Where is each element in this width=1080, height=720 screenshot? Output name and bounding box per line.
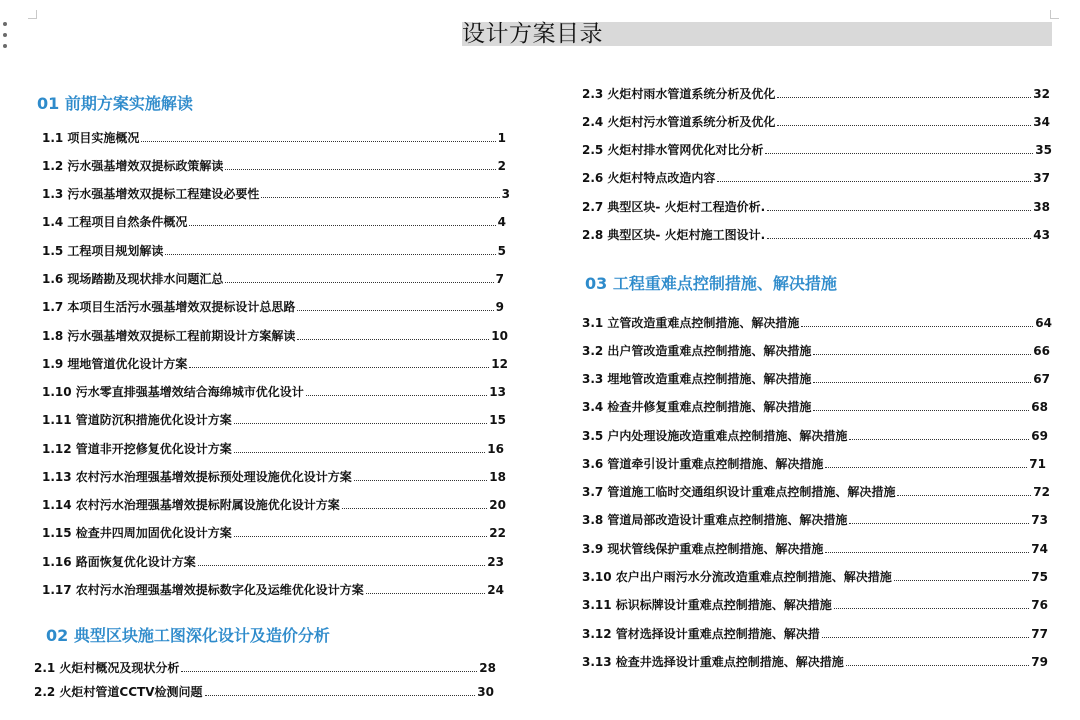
toc-dot-leader [894, 580, 1030, 581]
toc-dot-leader [813, 410, 1029, 411]
toc-entry[interactable] [42, 410, 506, 428]
toc-entry-label: 3.4 检查井修复重难点控制措施、解决措施 [582, 400, 812, 414]
toc-dot-leader [342, 508, 488, 509]
toc-entry-label: 3.13 检查井选择设计重难点控制措施、解决措施 [582, 655, 844, 669]
toc-entry[interactable] [34, 682, 494, 700]
toc-entry[interactable] [582, 539, 1048, 557]
toc-entry[interactable] [582, 397, 1048, 415]
toc-page-number: 16 [487, 442, 504, 456]
toc-entry-label: 1.14 农村污水治理强基增效提标附属设施优化设计方案 [42, 498, 340, 512]
page-corner-mark-left [28, 10, 37, 19]
toc-dot-leader [205, 695, 476, 696]
toc-dot-leader [717, 181, 1031, 182]
toc-entry[interactable] [582, 112, 1050, 130]
toc-dot-leader [767, 238, 1031, 239]
toc-entry[interactable] [42, 439, 504, 457]
toc-page-number: 71 [1029, 457, 1046, 471]
toc-dot-leader [181, 671, 477, 672]
toc-entry-label: 1.9 埋地管道优化设计方案 [42, 357, 188, 371]
toc-dot-leader [813, 354, 1031, 355]
toc-entry-label: 2.5 火炬村排水管网优化对比分析 [582, 143, 764, 157]
toc-entry[interactable] [582, 313, 1052, 331]
toc-dot-leader [234, 452, 486, 453]
toc-entry[interactable] [42, 354, 508, 372]
toc-entry[interactable] [582, 197, 1050, 215]
toc-page-number: 30 [477, 685, 494, 699]
toc-entry-label: 2.7 典型区块- 火炬村工程造价析. [582, 200, 766, 214]
toc-entry[interactable] [42, 156, 506, 174]
toc-page-number: 3 [501, 187, 510, 201]
toc-entry[interactable] [582, 140, 1052, 158]
toc-entry[interactable] [42, 241, 506, 259]
toc-entry-label: 3.9 现状管线保护重难点控制措施、解决措施 [582, 542, 824, 556]
toc-dot-leader [825, 552, 1029, 553]
toc-dot-leader [234, 423, 488, 424]
toc-entry[interactable] [42, 212, 506, 230]
toc-page-number: 34 [1033, 115, 1050, 129]
toc-entry-label: 3.2 出户管改造重难点控制措施、解决措施 [582, 344, 812, 358]
toc-page-number: 77 [1031, 627, 1048, 641]
toc-entry[interactable] [582, 482, 1050, 500]
toc-page-number: 10 [491, 329, 508, 343]
toc-page-number: 2 [497, 159, 506, 173]
toc-entry[interactable] [42, 269, 504, 287]
toc-page-number: 13 [489, 385, 506, 399]
toc-page-number: 22 [489, 526, 506, 540]
toc-entry-label: 3.1 立管改造重难点控制措施、解决措施 [582, 316, 800, 330]
toc-entry-label: 1.10 污水零直排强基增效结合海绵城市优化设计 [42, 385, 304, 399]
toc-entry-label: 1.7 本项目生活污水强基增效双提标设计总思路 [42, 300, 296, 314]
toc-entry[interactable] [582, 595, 1048, 613]
toc-page-number: 68 [1031, 400, 1048, 414]
toc-page-number: 5 [497, 244, 506, 258]
toc-dot-leader [354, 480, 488, 481]
toc-dot-leader [813, 382, 1031, 383]
toc-dot-leader [225, 282, 493, 283]
toc-page-number: 4 [497, 215, 506, 229]
toc-dot-leader [306, 395, 488, 396]
toc-entry-label: 2.4 火炬村污水管道系统分析及优化 [582, 115, 776, 129]
toc-entry-label: 1.4 工程项目自然条件概况 [42, 215, 188, 229]
toc-dot-leader [198, 565, 486, 566]
toc-dot-leader [849, 523, 1029, 524]
toc-entry-label: 1.13 农村污水治理强基增效提标预处理设施优化设计方案 [42, 470, 352, 484]
toc-entry[interactable] [582, 84, 1050, 102]
toc-entry[interactable] [582, 567, 1048, 585]
toc-page-number: 1 [497, 131, 506, 145]
toc-page-number: 75 [1031, 570, 1048, 584]
toc-dot-leader [189, 367, 489, 368]
toc-entry[interactable] [582, 510, 1048, 528]
toc-page-number: 24 [487, 583, 504, 597]
toc-entry-label: 2.1 火炬村概况及现状分析 [34, 661, 180, 675]
section-heading-01: 01 前期方案实施解读 [37, 94, 193, 113]
toc-entry[interactable] [582, 624, 1048, 642]
toc-page-number: 43 [1033, 228, 1050, 242]
toc-entry[interactable] [42, 184, 510, 202]
toc-entry-label: 1.15 检查井四周加固优化设计方案 [42, 526, 232, 540]
section-heading-02: 02 典型区块施工图深化设计及造价分析 [46, 626, 330, 645]
toc-dot-leader [801, 326, 1033, 327]
toc-entry-label: 3.12 管材选择设计重难点控制措施、解决措 [582, 627, 820, 641]
toc-entry-label: 1.16 路面恢复优化设计方案 [42, 555, 196, 569]
drag-handle-icon[interactable] [0, 22, 10, 48]
toc-entry[interactable] [42, 523, 506, 541]
toc-entry[interactable] [42, 552, 504, 570]
toc-page-number: 79 [1031, 655, 1048, 669]
section-heading-03: 03 工程重难点控制措施、解决措施 [585, 274, 837, 293]
toc-page-number: 9 [495, 300, 504, 314]
toc-entry[interactable] [582, 225, 1050, 243]
toc-dot-leader [777, 125, 1031, 126]
toc-page-number: 67 [1033, 372, 1050, 386]
toc-entry-label: 2.3 火炬村雨水管道系统分析及优化 [582, 87, 776, 101]
toc-dot-leader [834, 608, 1030, 609]
toc-dot-leader [767, 210, 1031, 211]
toc-entry-label: 3.3 埋地管改造重难点控制措施、解决措施 [582, 372, 812, 386]
toc-page-number: 69 [1031, 429, 1048, 443]
toc-entry[interactable] [582, 369, 1050, 387]
toc-entry-label: 1.6 现场踏勘及现状排水问题汇总 [42, 272, 224, 286]
page-title: 设计方案目录 [462, 21, 603, 47]
toc-entry[interactable] [582, 426, 1048, 444]
toc-entry[interactable] [42, 128, 506, 146]
toc-dot-leader [849, 439, 1029, 440]
toc-entry[interactable] [42, 495, 506, 513]
toc-dot-leader [777, 97, 1031, 98]
toc-entry[interactable] [42, 297, 504, 315]
toc-dot-leader [225, 169, 495, 170]
toc-dot-leader [765, 153, 1033, 154]
toc-entry[interactable] [582, 454, 1046, 472]
toc-entry-label: 3.7 管道施工临时交通组织设计重难点控制措施、解决措施 [582, 485, 896, 499]
toc-dot-leader [822, 637, 1030, 638]
toc-entry-label: 1.2 污水强基增效双提标政策解读 [42, 159, 224, 173]
toc-entry-label: 1.3 污水强基增效双提标工程建设必要性 [42, 187, 260, 201]
toc-entry-label: 3.11 标识标牌设计重难点控制措施、解决措施 [582, 598, 832, 612]
toc-entry-label: 3.10 农户出户雨污水分流改造重难点控制措施、解决措施 [582, 570, 892, 584]
toc-page-number: 32 [1033, 87, 1050, 101]
toc-dot-leader [897, 495, 1031, 496]
toc-entry[interactable] [34, 658, 496, 676]
toc-dot-leader [825, 467, 1027, 468]
toc-page-number: 7 [495, 272, 504, 286]
toc-entry-label: 1.5 工程项目规划解读 [42, 244, 164, 258]
toc-entry[interactable] [42, 580, 504, 598]
toc-page-number: 37 [1033, 171, 1050, 185]
toc-page-number: 76 [1031, 598, 1048, 612]
toc-entry[interactable] [42, 326, 508, 344]
toc-page-number: 20 [489, 498, 506, 512]
toc-entry[interactable] [582, 341, 1050, 359]
toc-page-number: 15 [489, 413, 506, 427]
toc-dot-leader [189, 225, 495, 226]
toc-page-number: 73 [1031, 513, 1048, 527]
toc-entry-label: 3.5 户内处理设施改造重难点控制措施、解决措施 [582, 429, 848, 443]
toc-entry-label: 3.6 管道牵引设计重难点控制措施、解决措施 [582, 457, 824, 471]
toc-page-number: 12 [491, 357, 508, 371]
toc-entry[interactable] [582, 652, 1048, 670]
toc-page-number: 28 [479, 661, 496, 675]
toc-entry-label: 1.11 管道防沉积措施优化设计方案 [42, 413, 232, 427]
toc-entry-label: 2.6 火炬村特点改造内容 [582, 171, 716, 185]
toc-entry-label: 1.17 农村污水治理强基增效提标数字化及运维优化设计方案 [42, 583, 364, 597]
toc-dot-leader [366, 593, 486, 594]
toc-page-number: 23 [487, 555, 504, 569]
toc-dot-leader [165, 254, 495, 255]
toc-page-number: 74 [1031, 542, 1048, 556]
page-corner-mark-right [1050, 10, 1059, 19]
toc-entry-label: 1.12 管道非开挖修复优化设计方案 [42, 442, 232, 456]
toc-dot-leader [234, 536, 488, 537]
toc-dot-leader [846, 665, 1030, 666]
toc-page-number: 18 [489, 470, 506, 484]
toc-entry-label: 1.8 污水强基增效双提标工程前期设计方案解读 [42, 329, 296, 343]
toc-page-number: 72 [1033, 485, 1050, 499]
toc-entry-label: 1.1 项目实施概况 [42, 131, 140, 145]
toc-dot-leader [141, 141, 495, 142]
toc-dot-leader [297, 339, 489, 340]
toc-page-number: 38 [1033, 200, 1050, 214]
toc-dot-leader [261, 197, 499, 198]
toc-page-number: 64 [1035, 316, 1052, 330]
toc-entry-label: 2.8 典型区块- 火炬村施工图设计. [582, 228, 766, 242]
toc-page-number: 66 [1033, 344, 1050, 358]
toc-page-number: 35 [1035, 143, 1052, 157]
toc-entry[interactable] [582, 168, 1050, 186]
toc-dot-leader [297, 310, 493, 311]
toc-entry-label: 2.2 火炬村管道CCTV检测问题 [34, 685, 203, 699]
toc-entry[interactable] [42, 467, 506, 485]
toc-entry-label: 3.8 管道局部改造设计重难点控制措施、解决措施 [582, 513, 848, 527]
toc-entry[interactable] [42, 382, 506, 400]
